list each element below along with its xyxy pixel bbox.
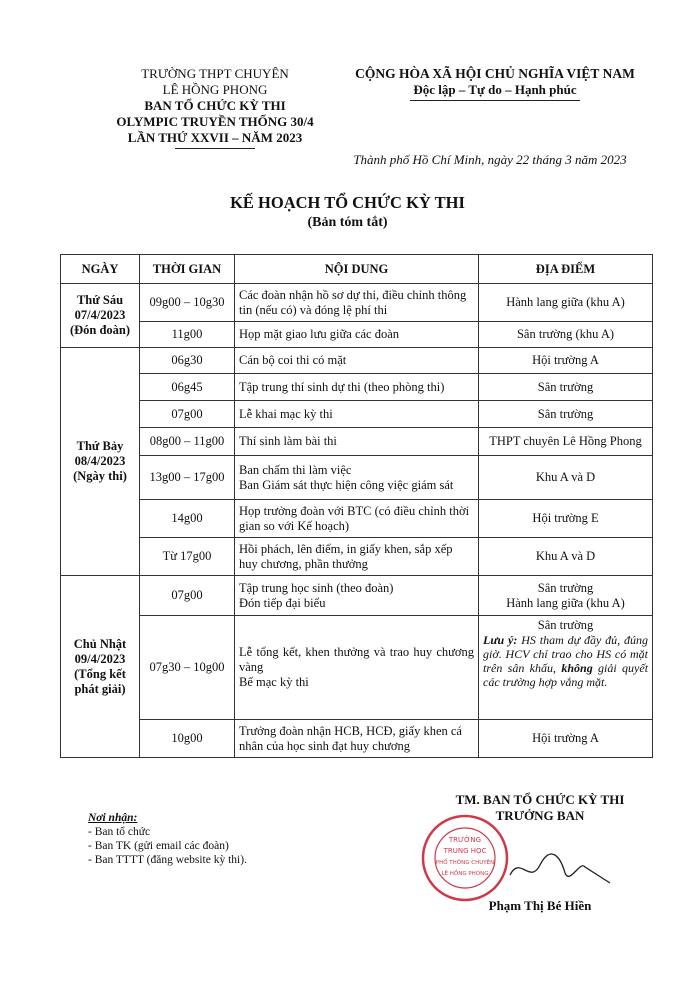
signer-name: Phạm Thị Bé Hiền <box>488 898 592 913</box>
row-location: Khu A và D <box>479 456 653 500</box>
day-saturday <box>61 348 140 576</box>
day-date: 09/4/2023 <box>74 651 126 666</box>
note-text: giải quyết các trường hợp vắng mặt. <box>483 661 649 689</box>
motto-underline <box>410 100 580 101</box>
handwritten-signature <box>505 845 615 890</box>
row-content: Các đoàn nhận hồ sơ dự thi, điều chỉnh thông tin (nếu có) và đóng lệ phí thi <box>235 284 479 322</box>
row-content <box>235 616 479 720</box>
day-name: Chủ Nhật <box>73 636 127 651</box>
row-time: Từ 17g00 <box>140 538 235 576</box>
stamp-text: TRƯỜNG <box>448 836 482 844</box>
header-underline <box>175 148 255 149</box>
content-line: Bế mạc kỳ thi <box>239 675 309 689</box>
org-name-line1: BAN TỔ CHỨC KỲ THI <box>144 98 286 113</box>
recipients-block <box>88 811 247 867</box>
location-line: Sân trường <box>537 618 594 632</box>
stamp-text: TRUNG HỌC <box>443 847 487 855</box>
document-subtitle: (Bản tóm tắt) <box>307 215 388 230</box>
header-content: NỘI DUNG <box>235 255 479 284</box>
row-time: 14g00 <box>140 500 235 538</box>
day-friday <box>61 284 140 348</box>
row-content <box>235 456 479 500</box>
table-row <box>61 576 653 616</box>
content-line: Lễ tổng kết, khen thưởng và trao huy chương vàng <box>239 645 474 674</box>
table-row <box>61 456 653 500</box>
day-purpose: (Đón đoàn) <box>69 323 131 337</box>
row-content: Thí sinh làm bài thi <box>235 428 479 456</box>
row-location: THPT chuyên Lê Hồng Phong <box>479 428 653 456</box>
header-time: THỜI GIAN <box>140 255 235 284</box>
day-purpose: (Ngày thi) <box>73 469 127 483</box>
org-name-line2: OLYMPIC TRUYỀN THỐNG 30/4 <box>116 114 314 129</box>
content-line: Đón tiếp đại biểu <box>239 595 326 610</box>
header-location: ĐỊA ĐIỂM <box>479 255 653 284</box>
table-row <box>61 348 653 374</box>
row-content: Họp mặt giao lưu giữa các đoàn <box>235 322 479 348</box>
schedule-table <box>60 254 653 758</box>
school-name-line2: LÊ HỒNG PHONG <box>162 82 268 97</box>
row-location: Hội trường A <box>479 348 653 374</box>
row-time: 06g45 <box>140 374 235 401</box>
day-date: 07/4/2023 <box>74 308 126 322</box>
document-date: Thành phố Hồ Chí Minh, ngày 22 tháng 3 năm 2023 <box>353 152 627 167</box>
day-purpose: (Tổng kết <box>74 666 126 681</box>
table-row <box>61 401 653 428</box>
row-content: Tập trung thí sinh dự thi (theo phòng thi) <box>235 374 479 401</box>
recipients-heading: Nơi nhận: <box>88 812 138 824</box>
day-purpose-cont: phát giải) <box>74 681 126 696</box>
stamp-text: LÊ HỒNG PHONG <box>441 871 489 877</box>
row-time: 07g30 – 10g00 <box>140 616 235 720</box>
row-location: Khu A và D <box>479 538 653 576</box>
recipient-item: - Ban tổ chức <box>88 826 151 838</box>
row-time: 11g00 <box>140 322 235 348</box>
stamp-text: PHỔ THÔNG CHUYÊN <box>435 860 495 866</box>
content-line: Tập trung học sinh (theo đoàn) <box>239 580 394 595</box>
table-row <box>61 428 653 456</box>
note-label: Lưu ý: <box>483 633 518 647</box>
row-content <box>235 576 479 616</box>
row-content: Lễ khai mạc kỳ thi <box>235 401 479 428</box>
row-location: Hội trường A <box>479 720 653 758</box>
row-location: Hành lang giữa (khu A) <box>479 284 653 322</box>
country-name: CỘNG HÒA XÃ HỘI CHỦ NGHĨA VIỆT NAM <box>355 66 635 81</box>
row-location: Hội trường E <box>479 500 653 538</box>
row-time: 06g30 <box>140 348 235 374</box>
day-name: Thứ Bảy <box>76 439 124 453</box>
day-name: Thứ Sáu <box>76 293 124 307</box>
signature-position: TRƯỞNG BAN <box>495 808 585 823</box>
table-row <box>61 616 653 720</box>
row-time: 13g00 – 17g00 <box>140 456 235 500</box>
row-location: Sân trường <box>479 401 653 428</box>
location-line: Hành lang giữa (khu A) <box>506 595 625 610</box>
table-row <box>61 538 653 576</box>
table-row <box>61 374 653 401</box>
signature-org: TM. BAN TỔ CHỨC KỲ THI <box>455 792 625 807</box>
row-time: 07g00 <box>140 401 235 428</box>
header-day: NGÀY <box>61 255 140 284</box>
note-text: HS tham dự đầy đủ, đúng giờ. HCV chỉ trao cho HS có mặt trên sân khấu, <box>483 633 649 675</box>
issuing-organization <box>95 66 335 149</box>
national-header <box>325 66 665 101</box>
table-row <box>61 322 653 348</box>
row-location <box>479 576 653 616</box>
table-row <box>61 720 653 758</box>
national-motto: Độc lập – Tự do – Hạnh phúc <box>413 82 577 97</box>
attendance-note <box>483 633 648 689</box>
school-name-line1: TRƯỜNG THPT CHUYÊN <box>141 66 289 81</box>
row-time: 10g00 <box>140 720 235 758</box>
row-time: 08g00 – 11g00 <box>140 428 235 456</box>
table-row <box>61 284 653 322</box>
content-line: Ban chấm thi làm việc <box>239 462 352 477</box>
row-location <box>479 616 653 720</box>
location-line: Sân trường <box>537 580 594 595</box>
recipient-item: - Ban TK (gửi email các đoàn) <box>88 840 229 852</box>
table-row <box>61 500 653 538</box>
table-header-row <box>61 255 653 284</box>
row-time: 07g00 <box>140 576 235 616</box>
day-date: 08/4/2023 <box>74 454 126 468</box>
org-name-line3: LẦN THỨ XXVII – NĂM 2023 <box>127 130 303 145</box>
row-location: Sân trường (khu A) <box>479 322 653 348</box>
document-title: KẾ HOẠCH TỔ CHỨC KỲ THI <box>230 193 465 212</box>
row-location: Sân trường <box>479 374 653 401</box>
note-emphasis: không <box>561 661 593 675</box>
row-content: Cán bộ coi thi có mặt <box>235 348 479 374</box>
recipient-item: - Ban TTTT (đăng website kỳ thi). <box>88 854 247 866</box>
day-sunday <box>61 576 140 758</box>
content-line: Ban Giám sát thực hiện công việc giám sát <box>239 477 454 492</box>
row-content: Trưởng đoàn nhận HCB, HCĐ, giấy khen cá nhân của học sinh đạt huy chương <box>235 720 479 758</box>
official-stamp <box>420 808 510 908</box>
row-content: Họp trưởng đoàn với BTC (có điều chỉnh thời gian so với Kế hoạch) <box>235 500 479 538</box>
row-content: Hồi phách, lên điểm, in giấy khen, sắp xếp huy chương, phần thưởng <box>235 538 479 576</box>
row-time: 09g00 – 10g30 <box>140 284 235 322</box>
